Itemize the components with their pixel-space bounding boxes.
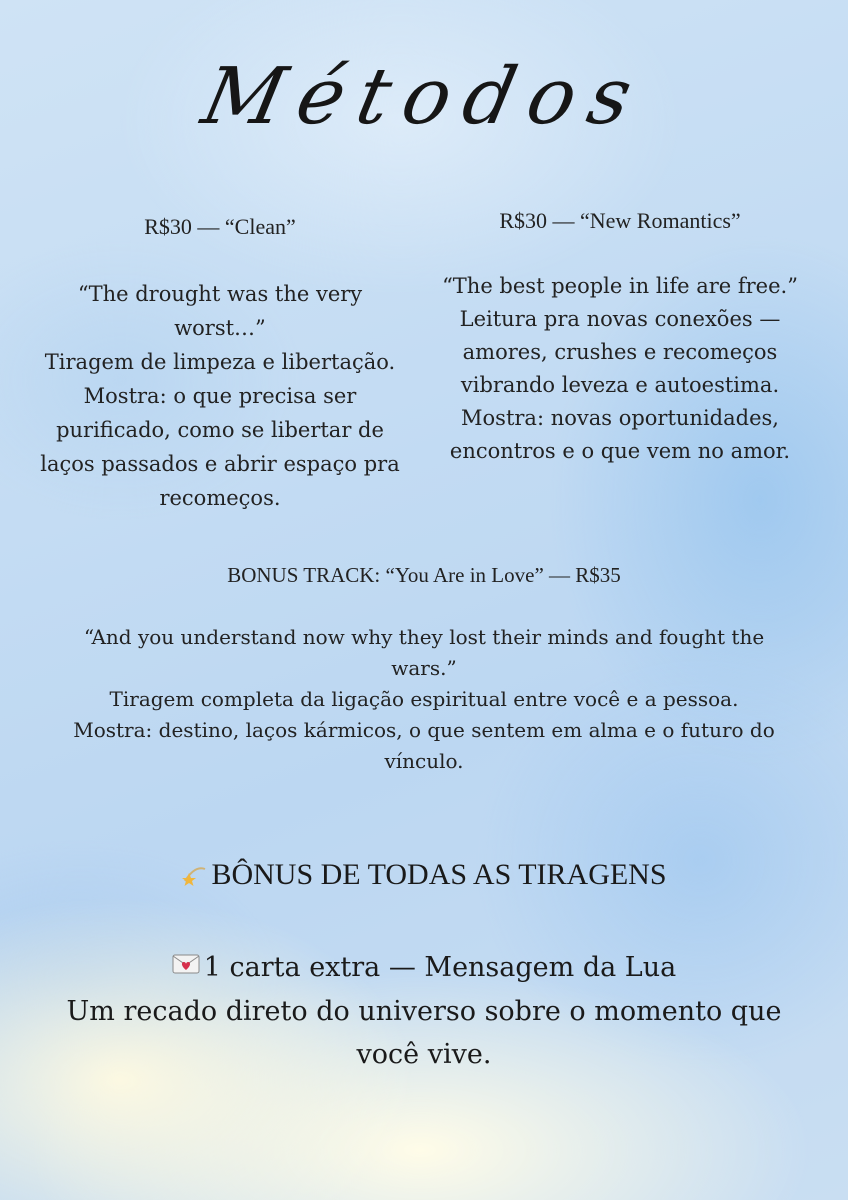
bonus-track-description: Tiragem completa da ligação espiritual entre você e a pessoa. bbox=[109, 687, 739, 711]
bonus-track bbox=[60, 560, 788, 777]
moon-message bbox=[60, 946, 788, 1076]
method-new-romantics-quote: “The best people in life are free.” bbox=[442, 274, 798, 298]
bonus-track-quote: “And you understand now why they lost their minds and fought the wars.” bbox=[83, 625, 765, 680]
method-new-romantics bbox=[420, 204, 820, 468]
bonus-track-shows: Mostra: destino, laços kármicos, o que sentem em alma e o futuro do vínculo. bbox=[73, 718, 775, 773]
method-clean-quote: “The drought was the very worst…” bbox=[77, 282, 363, 340]
shooting-star-icon bbox=[181, 861, 207, 893]
bonus-all-heading bbox=[0, 858, 848, 893]
method-new-romantics-price: R$30 — “New Romantics” bbox=[499, 208, 741, 233]
method-clean-shows: Mostra: o que precisa ser purificado, como se libertar de laços passados e abrir espaço pra recomeços. bbox=[40, 384, 400, 510]
bonus-track-heading: BONUS TRACK: “You Are in Love” — R$35 bbox=[227, 563, 621, 587]
bonus-all-text: BÔNUS DE TODAS AS TIRAGENS bbox=[211, 858, 667, 891]
method-new-romantics-description: Leitura pra novas conexões — amores, crushes e recomeços vibrando leveza e autoestima. bbox=[459, 307, 781, 397]
page-title: Métodos bbox=[194, 52, 654, 142]
method-new-romantics-shows: Mostra: novas oportunidades, encontros e o que vem no amor. bbox=[449, 406, 791, 463]
moon-message-line1 bbox=[60, 946, 788, 990]
method-clean bbox=[40, 210, 400, 515]
love-letter-icon bbox=[172, 947, 200, 990]
moon-message-title: 1 carta extra — Mensagem da Lua bbox=[203, 952, 677, 983]
method-clean-price: R$30 — “Clean” bbox=[144, 214, 296, 239]
method-clean-description: Tiragem de limpeza e libertação. bbox=[44, 350, 396, 374]
moon-message-text: Um recado direto do universo sobre o momento que você vive. bbox=[66, 996, 782, 1070]
